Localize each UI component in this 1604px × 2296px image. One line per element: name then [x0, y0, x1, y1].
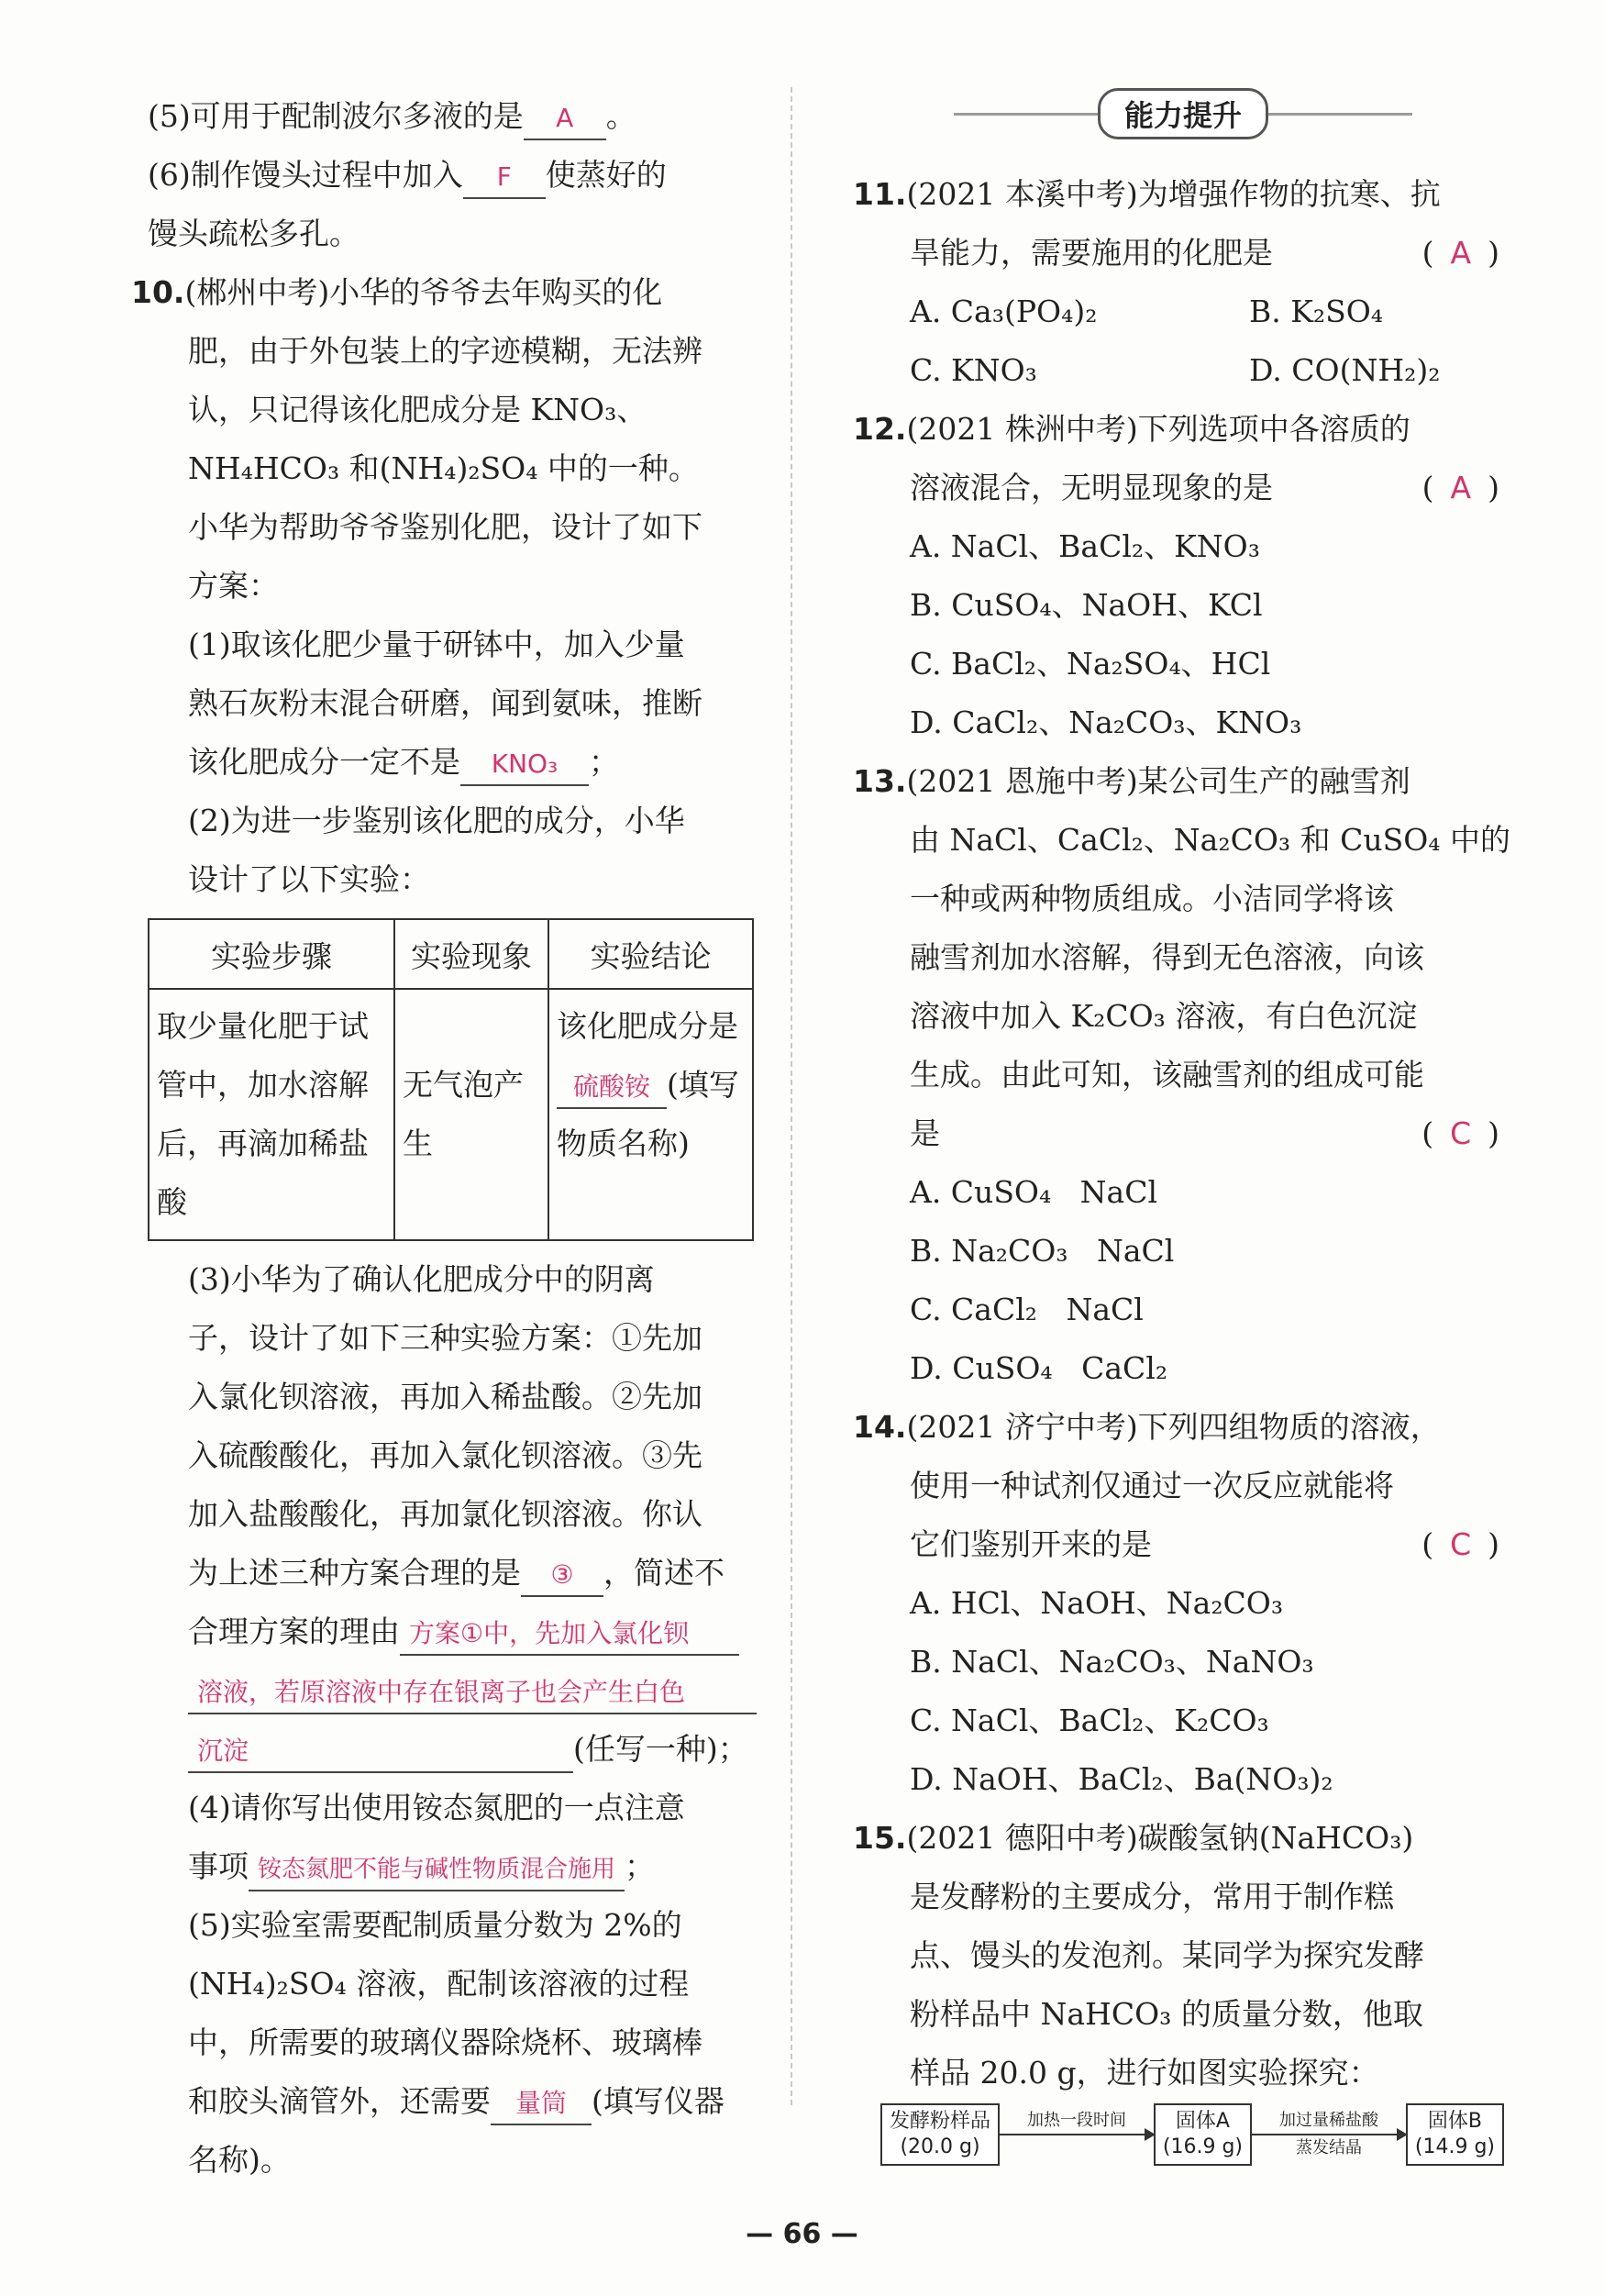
banner-rule	[1268, 113, 1412, 116]
text-line: 入氯化钡溶液，再加入稀盐酸。②先加	[188, 1379, 702, 1414]
option: B. K₂SO₄	[1249, 294, 1384, 329]
text-line	[853, 224, 1499, 283]
q10-part3-reason-line	[131, 1661, 801, 1720]
flow-box-mass: (20.0 g)	[900, 2135, 980, 2158]
text-line: (3)小华为了确认化肥成分中的阴离	[188, 1261, 655, 1297]
text-line: (2)为进一步鉴别该化肥的成分，小华	[188, 803, 685, 838]
text: 旱能力，需要施用的化肥是	[910, 235, 1273, 271]
answer-choice: C	[1450, 1526, 1472, 1562]
options-row	[853, 341, 1499, 400]
question-15-stem	[853, 1809, 1499, 1868]
text-line: (4)请你写出使用铵态氮肥的一点注意	[188, 1790, 685, 1825]
answer-choice: A	[1450, 235, 1472, 271]
text-line: 认，只记得该化肥成分是 KNO₃、	[188, 392, 647, 427]
text-line: 肥，由于外包装上的字迹模糊，无法辨	[188, 333, 702, 369]
table-row	[149, 989, 753, 1240]
text-line: 熟石灰粉末混合研磨，闻到氨味，推断	[188, 685, 702, 721]
option: A. Ca₃(PO₄)₂	[910, 294, 1098, 329]
arrow-icon	[1000, 2134, 1154, 2135]
flow-box-solid-a	[1154, 2103, 1252, 2166]
answer-choice: A	[1450, 470, 1472, 505]
text: (2021 株洲中考)下列选项中各溶质的	[906, 411, 1410, 447]
text: 它们鉴别开来的是	[910, 1526, 1152, 1562]
text-line: 溶液中加入 K₂CO₃ 溶液，有白色沉淀	[910, 998, 1418, 1034]
section-banner	[954, 87, 1412, 140]
option: C. NaCl、BaCl₂、K₂CO₃	[910, 1703, 1269, 1738]
table-cell	[548, 989, 753, 1240]
option: D. CaCl₂、Na₂CO₃、KNO₃	[910, 704, 1302, 740]
text-line: 小华为帮助爷爷鉴别化肥，设计了如下	[188, 509, 702, 545]
q10-part5-answer-line	[131, 2072, 801, 2131]
text: (2021 德阳中考)碳酸氢钠(NaHCO₃)	[906, 1820, 1414, 1856]
answer-blank: ③	[521, 1555, 603, 1597]
q10-part3-answer-line	[131, 1544, 801, 1603]
text: (填写物质名称)	[557, 1067, 739, 1161]
right-column	[853, 165, 1510, 2102]
option: C. CaCl₂ NaCl	[910, 1292, 1144, 1327]
text: ，简述不	[603, 1555, 725, 1591]
q10-part1-answer-line	[131, 733, 801, 792]
text: (填写仪器	[592, 2083, 725, 2119]
flow-arrow-label: 加过量稀盐酸	[1278, 2111, 1378, 2130]
text-line: 是发酵粉的主要成分，常用于制作糕	[910, 1879, 1394, 1914]
option: C. BaCl₂、Na₂SO₄、HCl	[910, 646, 1271, 682]
q10-part4-answer-line	[131, 1837, 801, 1896]
answer-blank: 量筒	[491, 2083, 592, 2125]
option: B. NaCl、Na₂CO₃、NaNO₃	[910, 1644, 1314, 1680]
text: ；	[589, 744, 619, 780]
text-line: (1)取该化肥少量于研钵中，加入少量	[188, 627, 685, 662]
answer-choice: C	[1450, 1115, 1472, 1151]
answer-paren: ( C )	[1421, 1526, 1499, 1562]
question-number: 10.	[131, 274, 185, 310]
table-cell: 无气泡产生	[394, 989, 548, 1240]
text-line: 子，设计了如下三种实验方案：①先加	[188, 1320, 702, 1356]
answer-blank: A	[524, 98, 606, 140]
question-number: 15.	[853, 1820, 907, 1856]
text-line: 一种或两种物质组成。小洁同学将该	[910, 881, 1394, 916]
text-line: 馒头疏松多孔。	[148, 216, 360, 251]
text-line: 加入盐酸酸化，再加氯化钡溶液。你认	[188, 1496, 702, 1532]
question-number: 12.	[853, 411, 907, 447]
text: (6)制作馒头过程中加入	[148, 157, 463, 193]
page-number: — 66 —	[746, 2218, 858, 2250]
text: ；	[625, 1848, 656, 1884]
banner-rule	[954, 113, 1098, 116]
text-line: 由 NaCl、CaCl₂、Na₂CO₃ 和 CuSO₄ 中的	[910, 822, 1510, 858]
text-line: 使用一种试剂仅通过一次反应就能将	[910, 1468, 1394, 1503]
text-line: 设计了以下实验：	[188, 861, 430, 897]
text-line	[853, 459, 1499, 517]
text-line: 点、馒头的发泡剂。某同学为探究发酵	[910, 1937, 1424, 1973]
answer-blank: F	[463, 157, 546, 199]
text: (2021 恩施中考)某公司生产的融雪剂	[906, 763, 1410, 799]
text: 该化肥成分一定不是	[188, 744, 460, 780]
answer-blank: 沉淀	[188, 1731, 573, 1773]
experiment-flow-diagram	[880, 2098, 1504, 2171]
text: 溶液混合，无明显现象的是	[910, 470, 1273, 505]
flow-arrow-heat	[1000, 2110, 1154, 2159]
q9-part5	[131, 87, 801, 146]
text: (2021 本溪中考)为增强作物的抗寒、抗	[906, 176, 1441, 212]
question-13-stem	[853, 752, 1499, 811]
text: 。	[605, 98, 636, 134]
flow-box-mass: (14.9 g)	[1414, 2135, 1496, 2158]
text: 是	[910, 1115, 940, 1151]
question-number: 13.	[853, 763, 907, 799]
table-cell: 取少量化肥于试管中，加水溶解后，再滴加稀盐酸	[149, 989, 394, 1240]
question-14-stem	[853, 1398, 1499, 1457]
table-header: 实验现象	[394, 919, 548, 989]
flow-arrow-acid	[1252, 2110, 1406, 2159]
experiment-table	[148, 918, 754, 1241]
question-11-stem	[853, 165, 1499, 224]
text: 合理方案的理由	[188, 1614, 400, 1649]
option: D. NaOH、BaCl₂、Ba(NO₃)₂	[910, 1761, 1333, 1797]
text-line: NH₄HCO₃ 和(NH₄)₂SO₄ 中的一种。	[188, 450, 699, 486]
table-header: 实验步骤	[149, 919, 394, 989]
text: (5)可用于配制波尔多液的是	[148, 98, 524, 134]
text: (2021 济宁中考)下列四组物质的溶液，	[906, 1409, 1441, 1445]
options-row	[853, 283, 1499, 341]
question-number: 14.	[853, 1409, 907, 1445]
text: 和胶头滴管外，还需要	[188, 2083, 491, 2119]
left-column	[131, 87, 801, 2190]
text-line: 名称)。	[188, 2142, 291, 2178]
option: A. CuSO₄ NaCl	[910, 1174, 1158, 1210]
text-line: (5)实验室需要配制质量分数为 2%的	[188, 1907, 682, 1943]
q9-part6	[131, 146, 801, 205]
flow-box-sample	[880, 2103, 1000, 2166]
text: 使蒸好的	[545, 157, 667, 193]
text-line: 粉样品中 NaHCO₃ 的质量分数，他取	[910, 1996, 1423, 2032]
flow-box-label: 发酵粉样品	[890, 2110, 991, 2133]
text-line: 融雪剂加水溶解，得到无色溶液，向该	[910, 939, 1424, 975]
text-line: (NH₄)₂SO₄ 溶液，配制该溶液的过程	[188, 1966, 690, 2002]
option: D. CO(NH₂)₂	[1249, 352, 1441, 388]
text-line: 样品 20.0 g，进行如图实验探究：	[910, 2055, 1379, 2091]
banner-label: 能力提升	[1098, 88, 1268, 139]
text-line	[853, 1515, 1499, 1574]
answer-paren: ( C )	[1421, 1115, 1499, 1151]
text-line: 方案：	[188, 568, 279, 604]
q10-part3-reason-line	[131, 1720, 801, 1779]
option: A. NaCl、BaCl₂、KNO₃	[910, 528, 1260, 564]
question-12-stem	[853, 400, 1499, 459]
answer-paren: ( A )	[1421, 470, 1499, 505]
flow-box-solid-b	[1406, 2103, 1504, 2166]
text: (任写一种)；	[573, 1731, 748, 1767]
flow-box-label: 固体B	[1427, 2110, 1482, 2133]
option: B. CuSO₄、NaOH、KCl	[910, 587, 1263, 623]
text: 为上述三种方案合理的是	[188, 1555, 521, 1591]
answer-blank: 硫酸铵	[557, 1067, 667, 1109]
arrow-icon	[1252, 2134, 1406, 2135]
flow-arrow-label: 加热一段时间	[1026, 2111, 1126, 2130]
flow-arrow-label: 蒸发结晶	[1295, 2138, 1362, 2157]
option: C. KNO₃	[910, 352, 1037, 388]
question-10-stem	[131, 263, 801, 322]
text: 事项	[188, 1848, 249, 1884]
table-header: 实验结论	[548, 919, 753, 989]
answer-blank: KNO₃	[460, 744, 589, 786]
text-line: 入硫酸酸化，再加入氯化钡溶液。③先	[188, 1437, 702, 1473]
text-line: 中，所需要的玻璃仪器除烧杯、玻璃棒	[188, 2024, 702, 2060]
table-header-row	[149, 919, 753, 989]
answer-blank: 溶液，若原溶液中存在银离子也会产生白色	[188, 1672, 757, 1714]
text-line	[853, 1104, 1499, 1163]
text: (郴州中考)小华的爷爷去年购买的化	[184, 274, 663, 310]
flow-box-mass: (16.9 g)	[1162, 2135, 1244, 2158]
option: A. HCl、NaOH、Na₂CO₃	[910, 1585, 1284, 1621]
text: 该化肥成分是	[557, 1008, 738, 1044]
flow-box-label: 固体A	[1175, 2110, 1230, 2133]
text-line: 生成。由此可知，该融雪剂的组成可能	[910, 1057, 1424, 1093]
option: D. CuSO₄ CaCl₂	[910, 1350, 1168, 1386]
option: B. Na₂CO₃ NaCl	[910, 1233, 1175, 1269]
q10-part3-reason-line	[131, 1603, 801, 1661]
question-number: 11.	[853, 176, 907, 212]
answer-blank: 铵态氮肥不能与碱性物质混合施用	[249, 1849, 625, 1891]
answer-blank: 方案①中，先加入氯化钡	[400, 1614, 739, 1656]
answer-paren: ( A )	[1421, 235, 1499, 271]
